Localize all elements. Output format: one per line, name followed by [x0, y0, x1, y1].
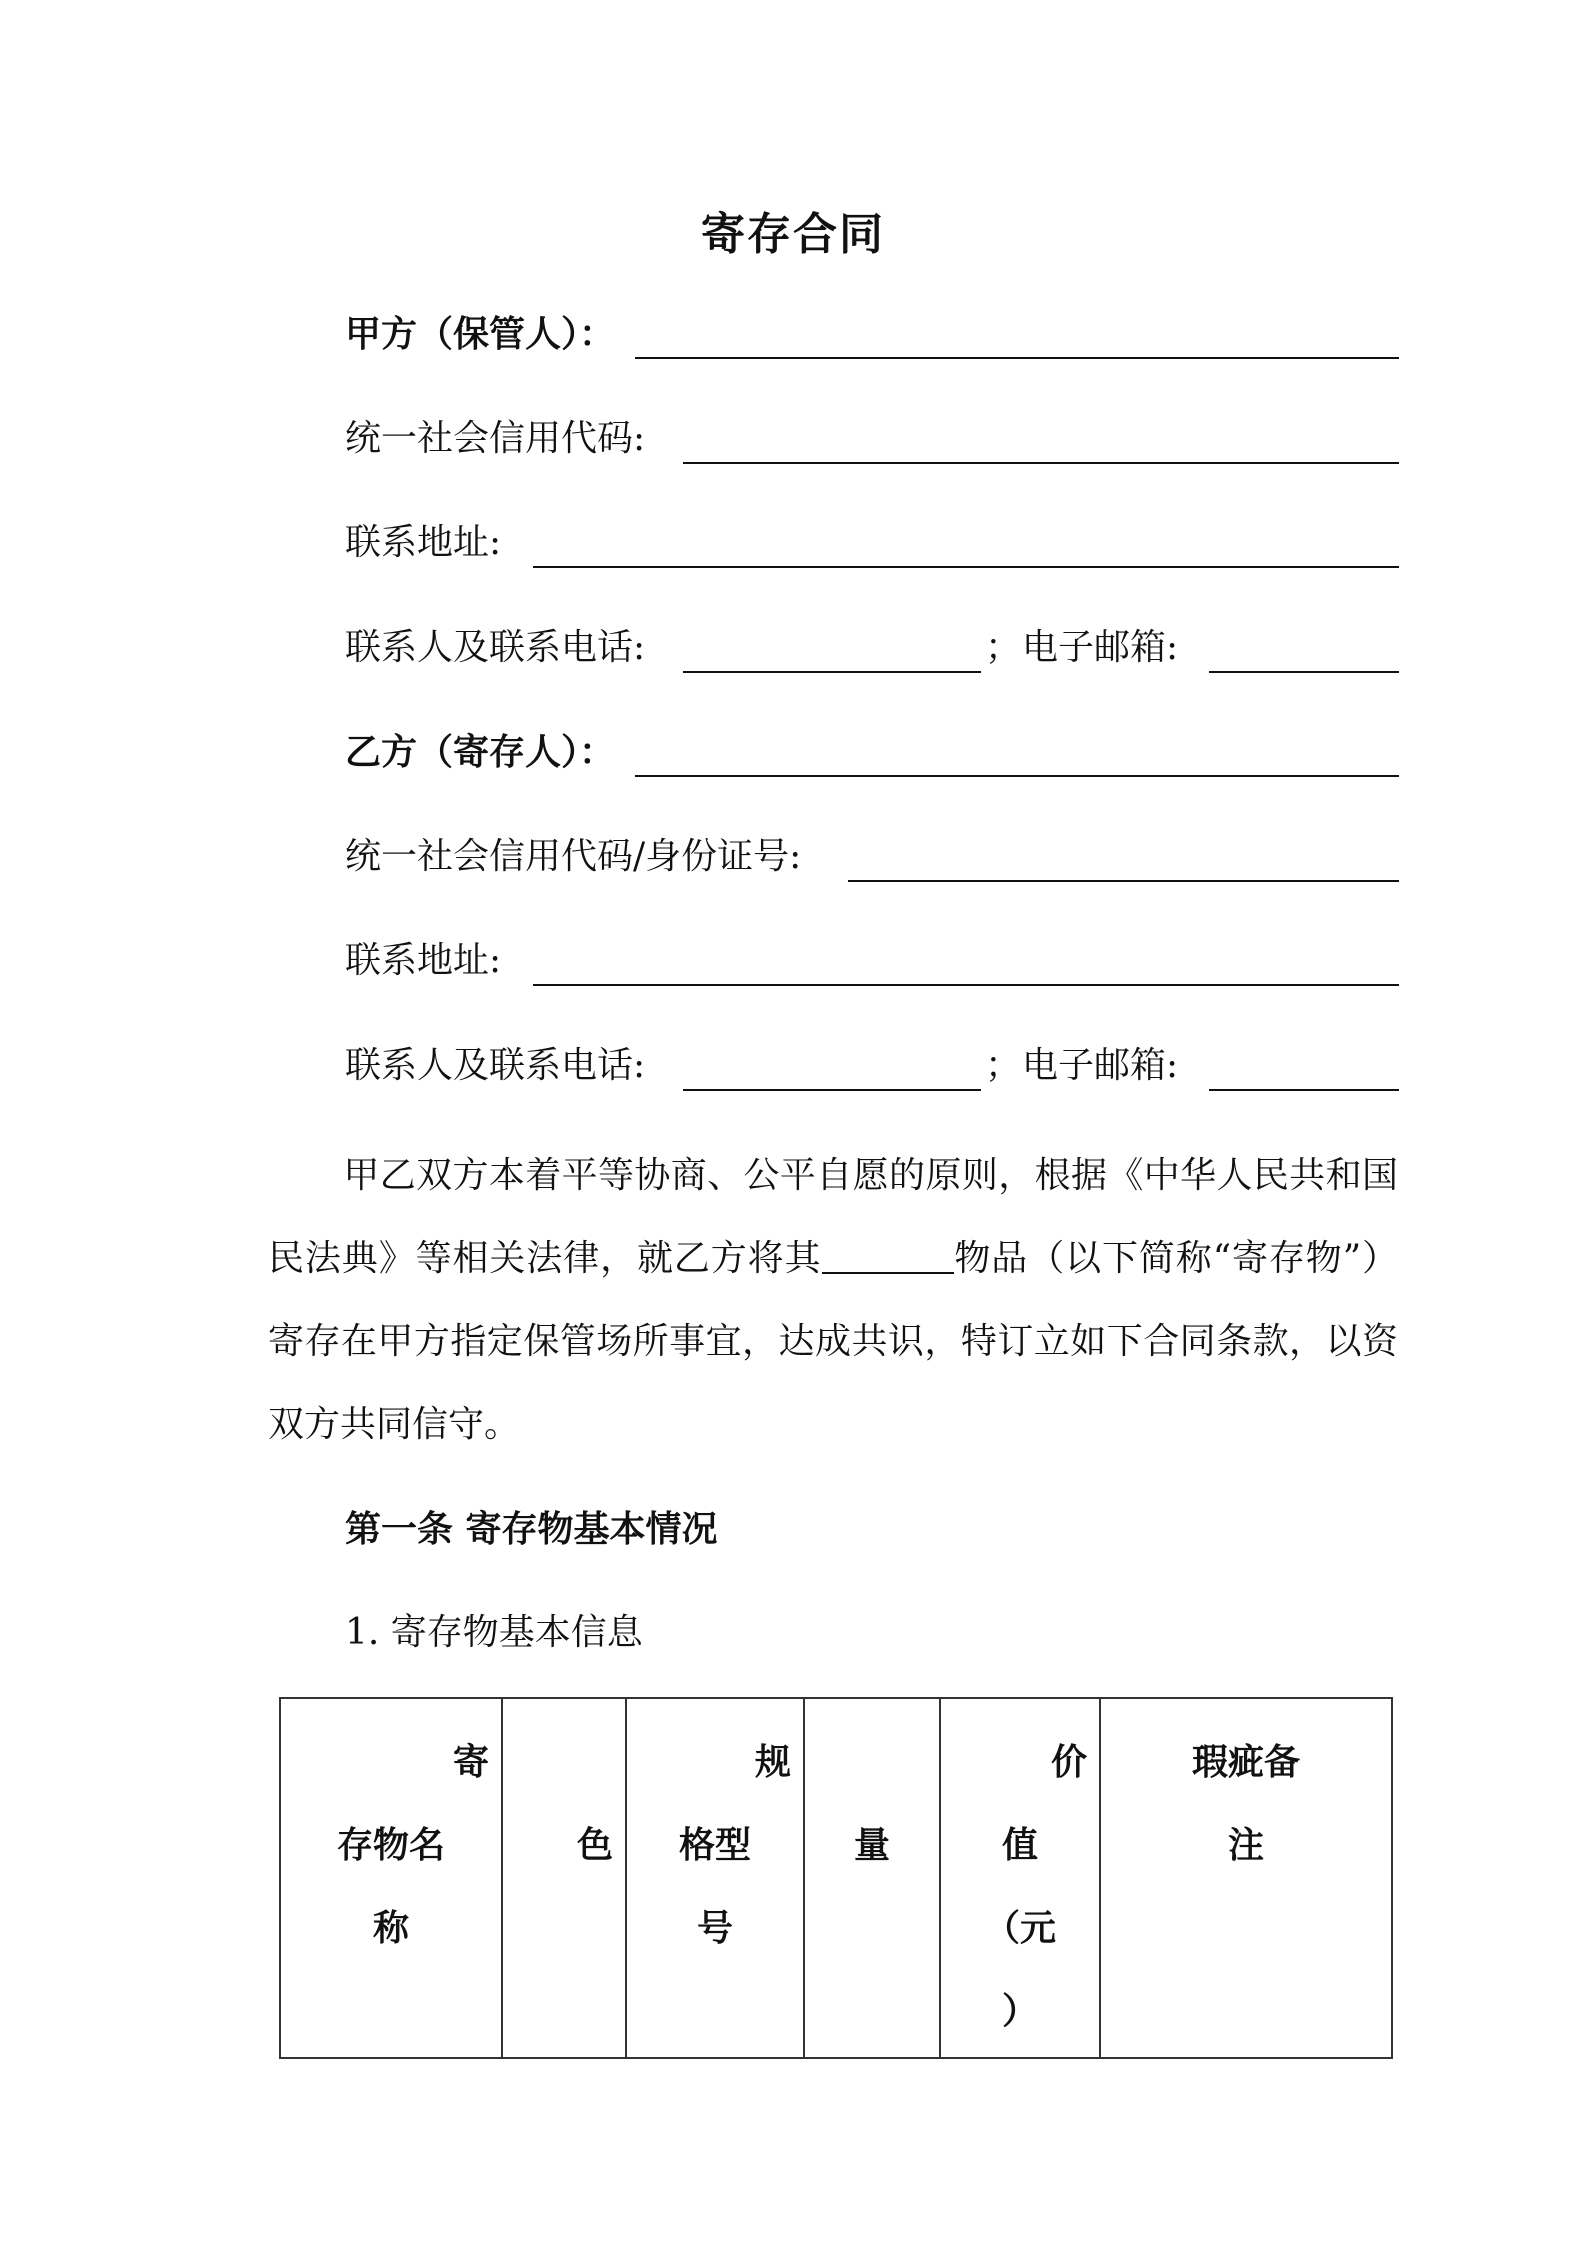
party-a-separator: ； [985, 627, 1022, 668]
party-a-credit-code-field[interactable] [683, 462, 1399, 464]
party-a-name-field[interactable] [635, 357, 1399, 359]
party-a-address-label: 联系地址: [345, 522, 502, 563]
party-a-credit-code-label: 统一社会信用代码: [345, 418, 646, 459]
party-a-email-label: 电子邮箱: [1022, 627, 1179, 668]
party-b-email-field[interactable] [1209, 1089, 1399, 1091]
table-header-cell: 量 [804, 1698, 940, 2058]
table-header-cell: 价 值 （元 ） [940, 1698, 1100, 2058]
party-b-separator: ； [985, 1045, 1022, 1086]
article-1-subheading: 1. 寄存物基本信息 [345, 1612, 643, 1653]
party-a-address-field[interactable] [533, 566, 1399, 568]
table-header-cell: 寄 存物名 称 [280, 1698, 502, 2058]
party-b-email-label: 电子邮箱: [1022, 1045, 1179, 1086]
party-b-address-field[interactable] [533, 984, 1399, 986]
party-b-credit-code-label: 统一社会信用代码/身份证号: [345, 836, 802, 877]
preamble-paragraph [268, 1134, 1398, 1466]
party-b-contact-label: 联系人及联系电话: [345, 1045, 646, 1086]
table-header-cell: 规 格型 号 [626, 1698, 804, 2058]
table-header-cell: 瑕疵备 注 [1100, 1698, 1392, 2058]
item-blank-field[interactable] [822, 1242, 954, 1274]
party-b-credit-code-field[interactable] [848, 880, 1399, 882]
page-title: 寄存合同 [701, 209, 885, 260]
party-a-contact-label: 联系人及联系电话: [345, 627, 646, 668]
party-b-contact-field[interactable] [683, 1089, 981, 1091]
party-a-email-field[interactable] [1209, 671, 1399, 673]
table-header-cell: 色 [502, 1698, 626, 2058]
preamble-text-part2: 物品（以下简称“寄存物”）寄存在甲方指定保管场所事宜，达成共识，特订立如下合同条款，以资双方共同信守。 [268, 1238, 1398, 1445]
preamble-text-part1: 甲乙双方本着平等协商、公平自愿的原则，根据《中华人民共和国民法典》等相关法律，就乙方将其 [268, 1155, 1398, 1279]
party-a-contact-field[interactable] [683, 671, 981, 673]
party-b-address-label: 联系地址: [345, 940, 502, 981]
table-header-row [280, 1698, 1392, 2058]
party-b-name-field[interactable] [635, 775, 1399, 777]
article-1-heading: 第一条 寄存物基本情况 [345, 1508, 718, 1550]
party-b-label: 乙方（寄存人）： [345, 731, 616, 773]
items-table [279, 1697, 1393, 2059]
party-a-label: 甲方（保管人）： [345, 313, 616, 355]
